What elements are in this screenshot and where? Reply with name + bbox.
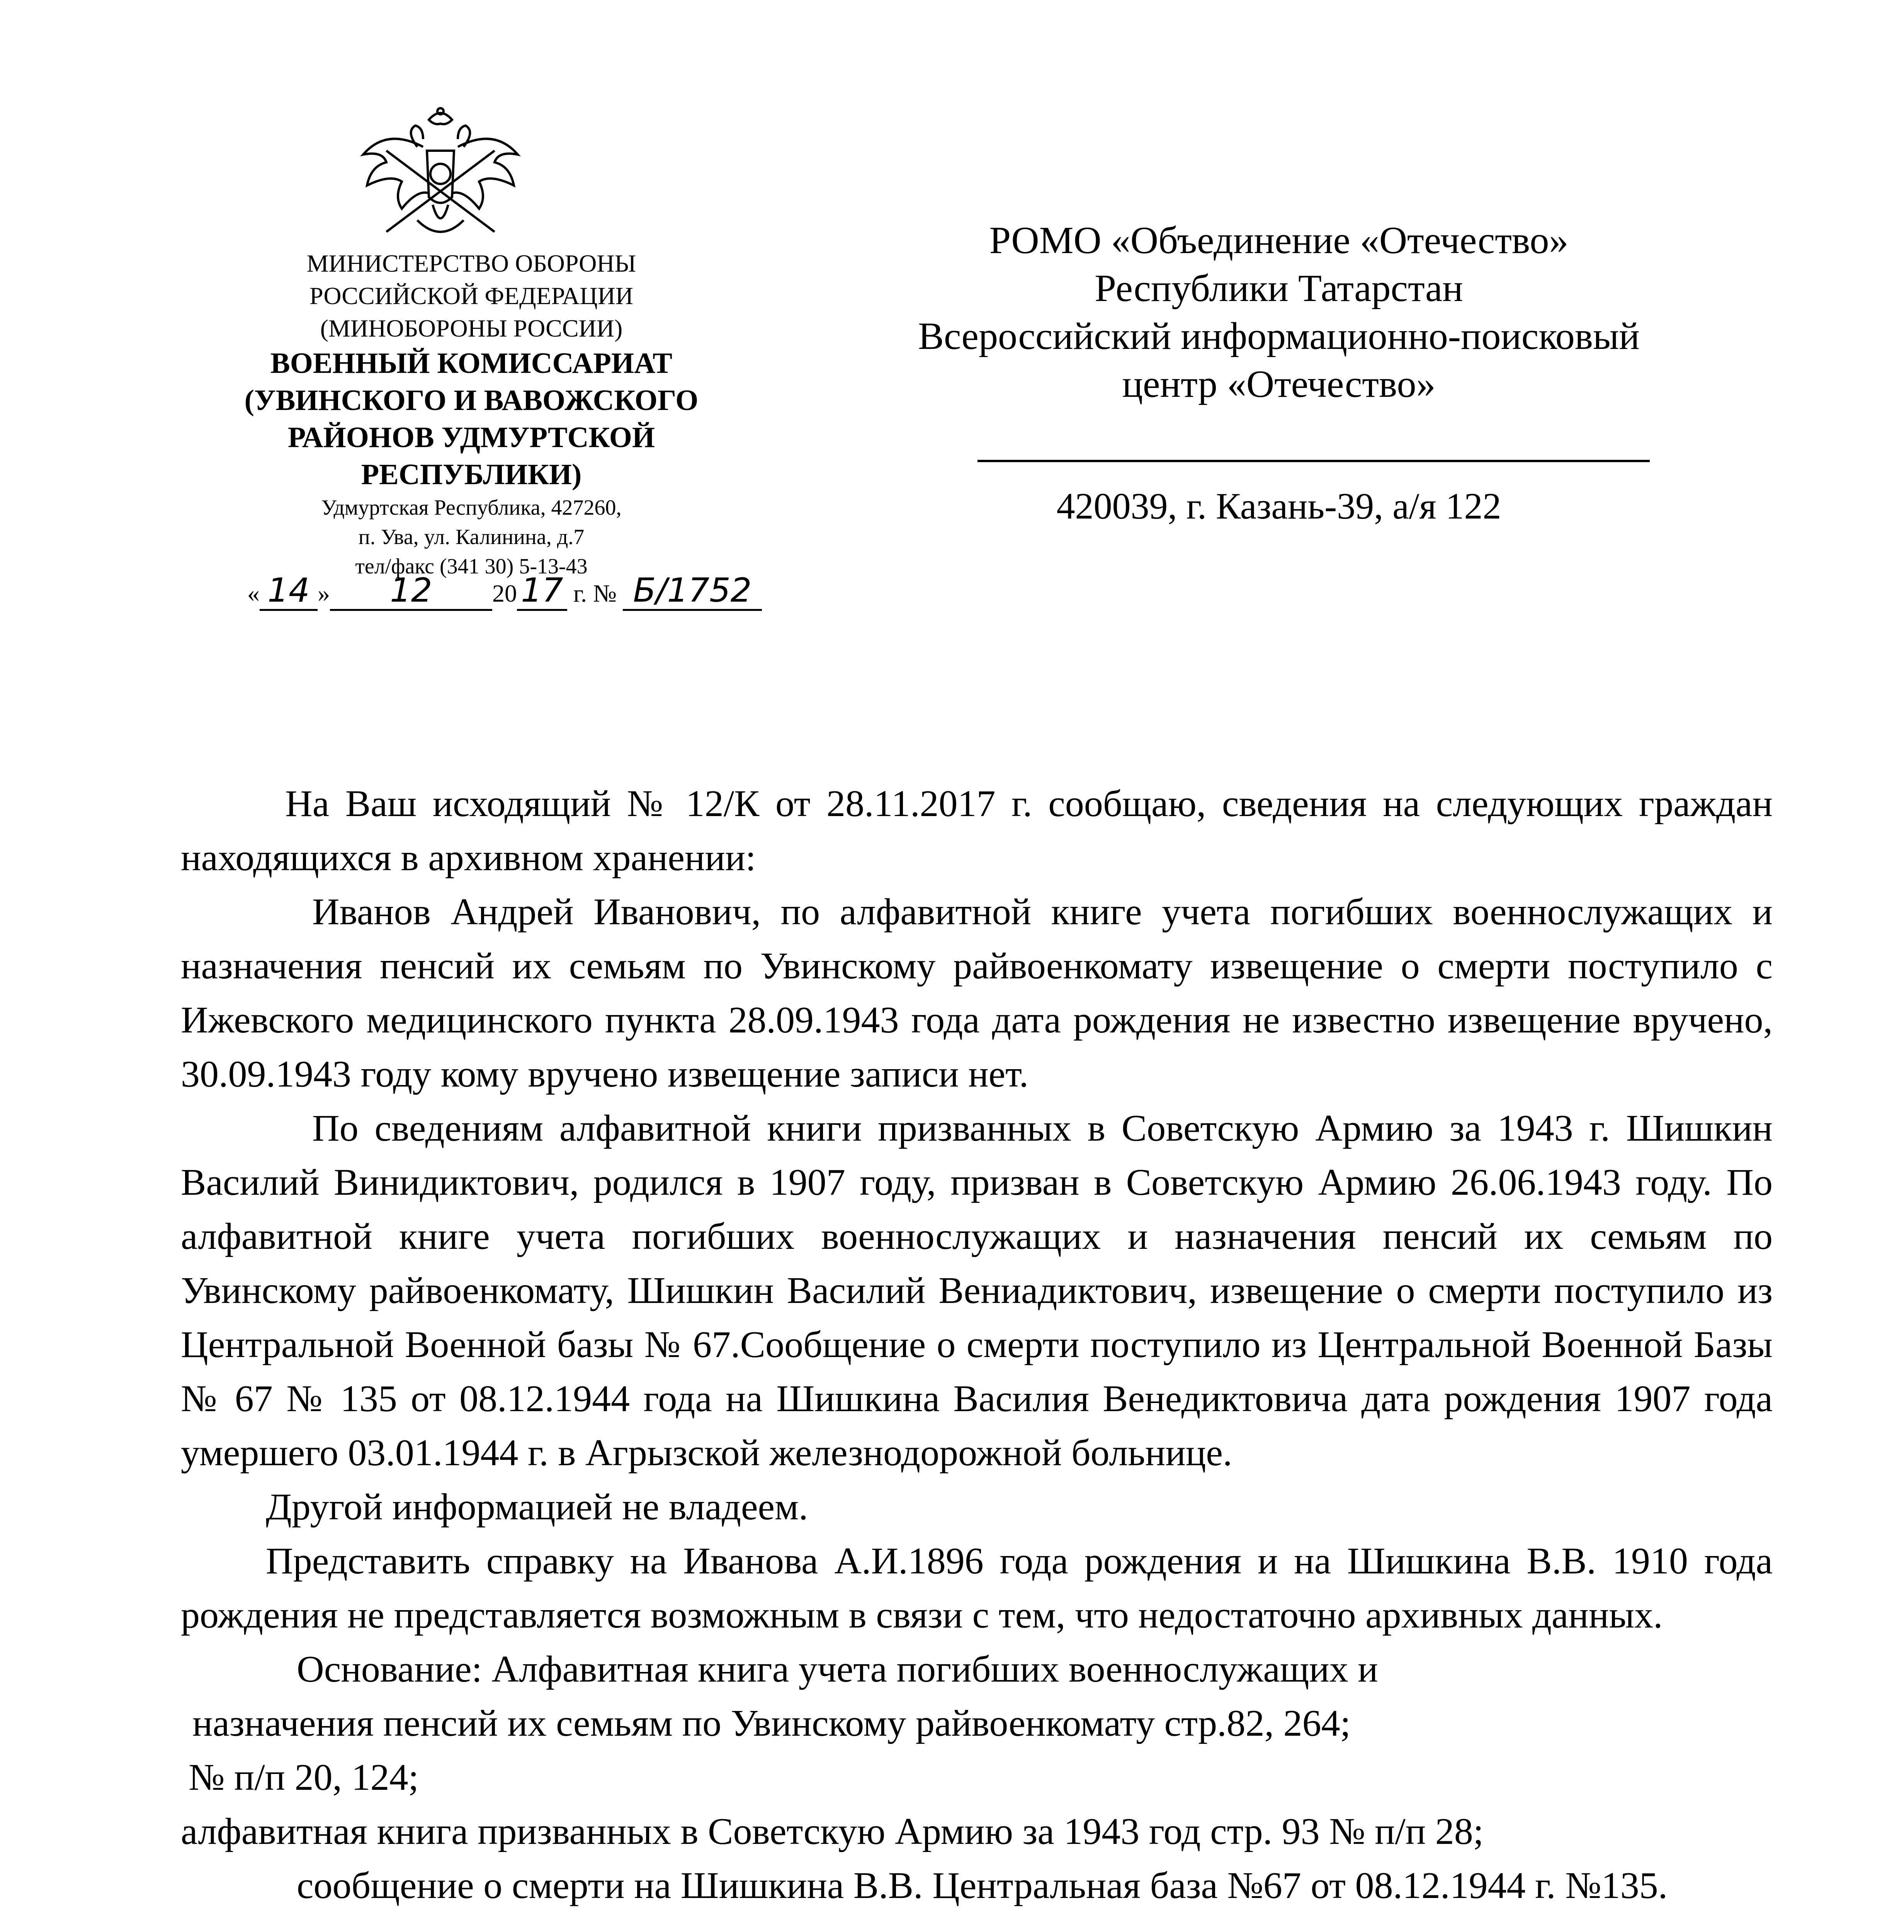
office-line: РЕСПУБЛИКИ): [361, 458, 582, 491]
office-line: ВОЕННЫЙ КОМИССАРИАТ: [270, 347, 672, 379]
basis-line: сообщение о смерти на Шишкина В.В. Центральная база №67 от 08.12.1944 г. №135.: [297, 1865, 1668, 1906]
reg-number: Б/1752: [623, 572, 762, 611]
basis-line: назначения пенсий их семьям по Увинскому райвоенкомату стр.82, 264;: [192, 1702, 1351, 1744]
date-quote-open: «: [247, 580, 260, 607]
address-line: п. Ува, ул. Калинина, д.7: [358, 525, 585, 549]
ministry-line: РОССИЙСКОЙ ФЕДЕРАЦИИ: [309, 282, 634, 310]
date-quote-close: »: [318, 580, 330, 607]
ministry-line: (МИНОБОРОНЫ РОССИИ): [320, 315, 623, 342]
basis-line: Основание: Алфавитная книга учета погибших военнослужащих и: [297, 1648, 1378, 1690]
paragraph-ivanov: Иванов Андрей Иванович, по алфавитной книге учета погибших военнослужащих и назначения пенсий их семьям по Увинскому райвоенкомату извещение о смерти поступило с Ижевского медицинского пункта 28.09.1943 года дата рождения не известно извещение вручено, 30.09.1943 году кому вручено извещение записи нет.: [181, 891, 1773, 1095]
date-day: 14: [260, 572, 318, 611]
addressee-line: центр «Отечество»: [1122, 362, 1436, 405]
date-year-prefix: 20: [492, 580, 517, 607]
date-year-suffix: 17: [517, 572, 567, 611]
phone-line: тел/факс (341 30) 5-13-43: [355, 554, 588, 578]
ministry-line: МИНИСТЕРСТВО ОБОРОНЫ: [306, 250, 636, 277]
office-line: РАЙОНОВ УДМУРТСКОЙ: [288, 421, 655, 454]
address-line: Удмуртская Республика, 427260,: [321, 496, 622, 520]
addressee-block: [835, 216, 1723, 408]
letter-body: [181, 777, 1773, 1913]
addressee-divider: [978, 460, 1650, 462]
addressee-line: РОМО «Объединение «Отечество»: [989, 219, 1569, 262]
registration-line: [247, 572, 865, 614]
sender-block: [201, 247, 742, 581]
eagle-emblem-icon: [340, 104, 541, 259]
paragraph-no-info: Другой информацией не владеем.: [266, 1486, 808, 1528]
addressee-line: Республики Татарстан: [1095, 267, 1463, 310]
paragraph-certificate: Представить справку на Иванова А.И.1896 года рождения и на Шишкина В.В. 1910 года рождения не представляется возможным в связи с тем, что недостаточно архивных данных.: [181, 1540, 1773, 1636]
office-line: (УВИНСКОГО И ВАВОЖСКОГО: [244, 384, 699, 417]
number-label: г. №: [573, 580, 617, 607]
basis-line: алфавитная книга призванных в Советскую Армию за 1943 год стр. 93 № п/п 28;: [181, 1811, 1484, 1852]
addressee-line: Всероссийский информационно-поисковый: [918, 315, 1640, 357]
addressee-postal: 420039, г. Казань-39, а/я 122: [1056, 485, 1501, 527]
paragraph-shishkin: По сведениям алфавитной книги призванных в Советскую Армию за 1943 г. Шишкин Василий Винидиктович, родился в 1907 году, призван в Советскую Армию 26.06.1943 году. По алфавитной книге учета погибших военнослужащих и назначения пенсий их семьям по Увинскому райвоенкомату, Шишкин Василий Вениадиктович, извещение о смерти поступило из Центральной Военной базы № 67.Сообщение о смерти поступило из Центральной Военной Базы № 67 № 135 от 08.12.1944 года на Шишкина Василия Венедиктовича дата рождения 1907 года умершего 03.01.1944 г. в Агрызской железнодорожной больнице.: [181, 1107, 1773, 1474]
basis-line: № п/п 20, 124;: [189, 1757, 419, 1798]
paragraph-intro: На Ваш исходящий № 12/К от 28.11.2017 г. сообщаю, сведения на следующих граждан находящихся в архивном хранении:: [181, 783, 1773, 879]
date-month: 12: [330, 572, 492, 611]
